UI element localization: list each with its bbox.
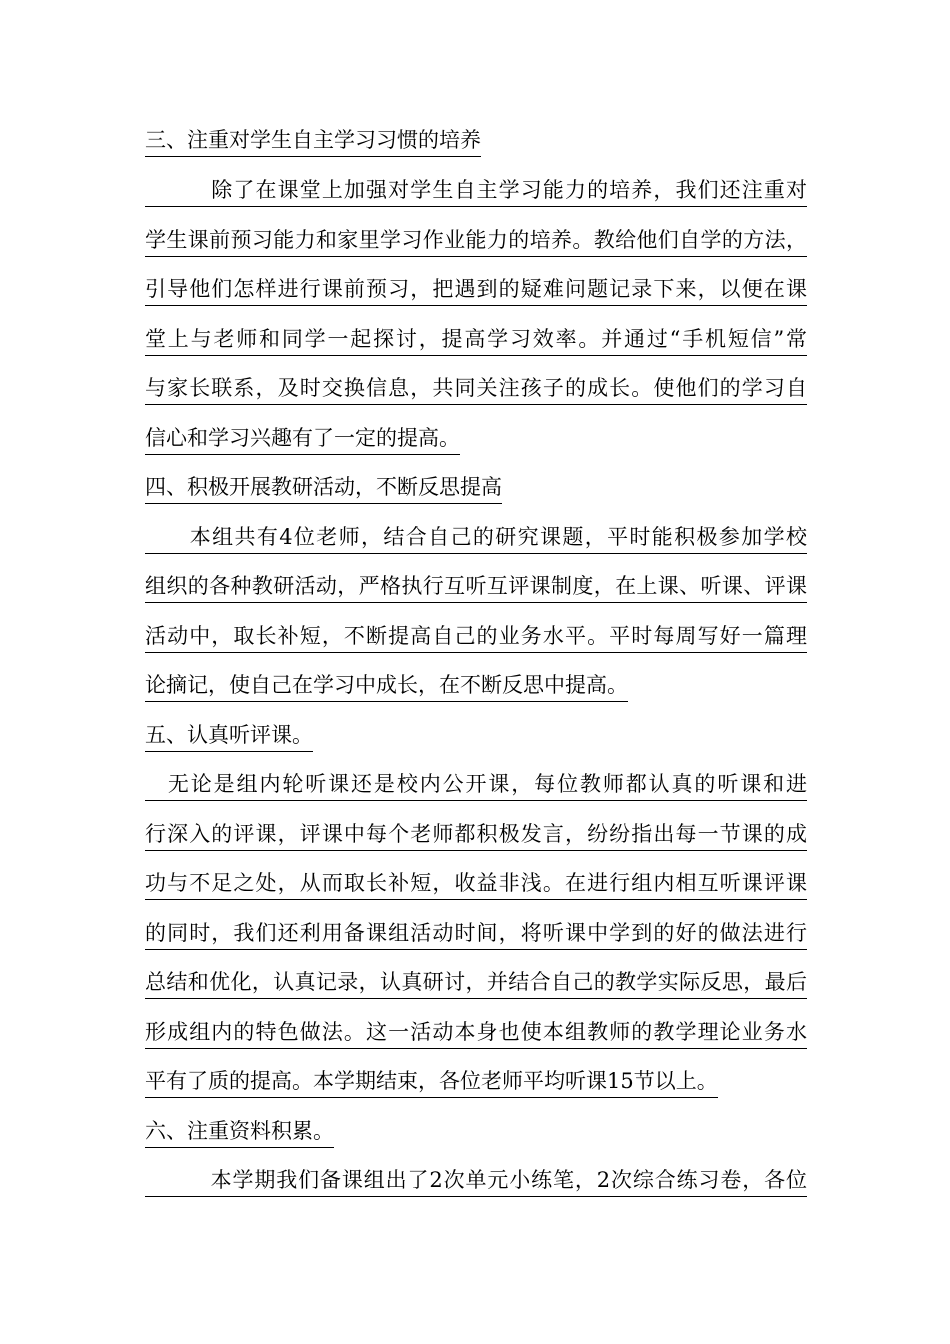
paragraph-line: 堂上与老师和同学一起探讨，提高学习效率。并通过“手机短信”常	[145, 324, 807, 362]
paragraph-line: 与家长联系，及时交换信息，共同关注孩子的成长。使他们的学习自	[145, 373, 807, 411]
heading-section-4: 四、积极开展教研活动，不断反思提高	[145, 472, 807, 510]
paragraph-line: 的同时，我们还利用备课组活动时间，将听课中学到的好的做法进行	[145, 918, 807, 956]
paragraph-line: 信心和学习兴趣有了一定的提高。	[145, 423, 807, 461]
heading-section-3: 三、注重对学生自主学习习惯的培养	[145, 125, 807, 163]
paragraph-line: 本学期我们备课组出了2次单元小练笔，2次综合练习卷，各位	[145, 1165, 807, 1203]
paragraph-line: 活动中，取长补短，不断提高自己的业务水平。平时每周写好一篇理	[145, 621, 807, 659]
paragraph-line: 形成组内的特色做法。这一活动本身也使本组教师的教学理论业务水	[145, 1017, 807, 1055]
heading-section-5: 五、认真听评课。	[145, 720, 807, 758]
paragraph-line: 总结和优化，认真记录，认真研讨，并结合自己的教学实际反思，最后	[145, 967, 807, 1005]
paragraph-line: 引导他们怎样进行课前预习，把遇到的疑难问题记录下来，以便在课	[145, 274, 807, 312]
paragraph-line: 论摘记，使自己在学习中成长，在不断反思中提高。	[145, 670, 807, 708]
paragraph-line: 功与不足之处，从而取长补短，收益非浅。在进行组内相互听课评课	[145, 868, 807, 906]
paragraph-line: 组织的各种教研活动，严格执行互听互评课制度，在上课、听课、评课	[145, 571, 807, 609]
heading-section-6: 六、注重资料积累。	[145, 1116, 807, 1154]
paragraph-line: 无论是组内轮听课还是校内公开课，每位教师都认真的听课和进	[145, 769, 807, 807]
paragraph-line: 除了在课堂上加强对学生自主学习能力的培养，我们还注重对	[145, 175, 807, 213]
paragraph-line: 平有了质的提高。本学期结束，各位老师平均听课15节以上。	[145, 1066, 807, 1104]
paragraph-line: 学生课前预习能力和家里学习作业能力的培养。教给他们自学的方法，	[145, 225, 807, 263]
paragraph-line: 本组共有4位老师，结合自己的研究课题，平时能积极参加学校	[145, 522, 807, 560]
paragraph-line: 行深入的评课，评课中每个老师都积极发言，纷纷指出每一节课的成	[145, 819, 807, 857]
